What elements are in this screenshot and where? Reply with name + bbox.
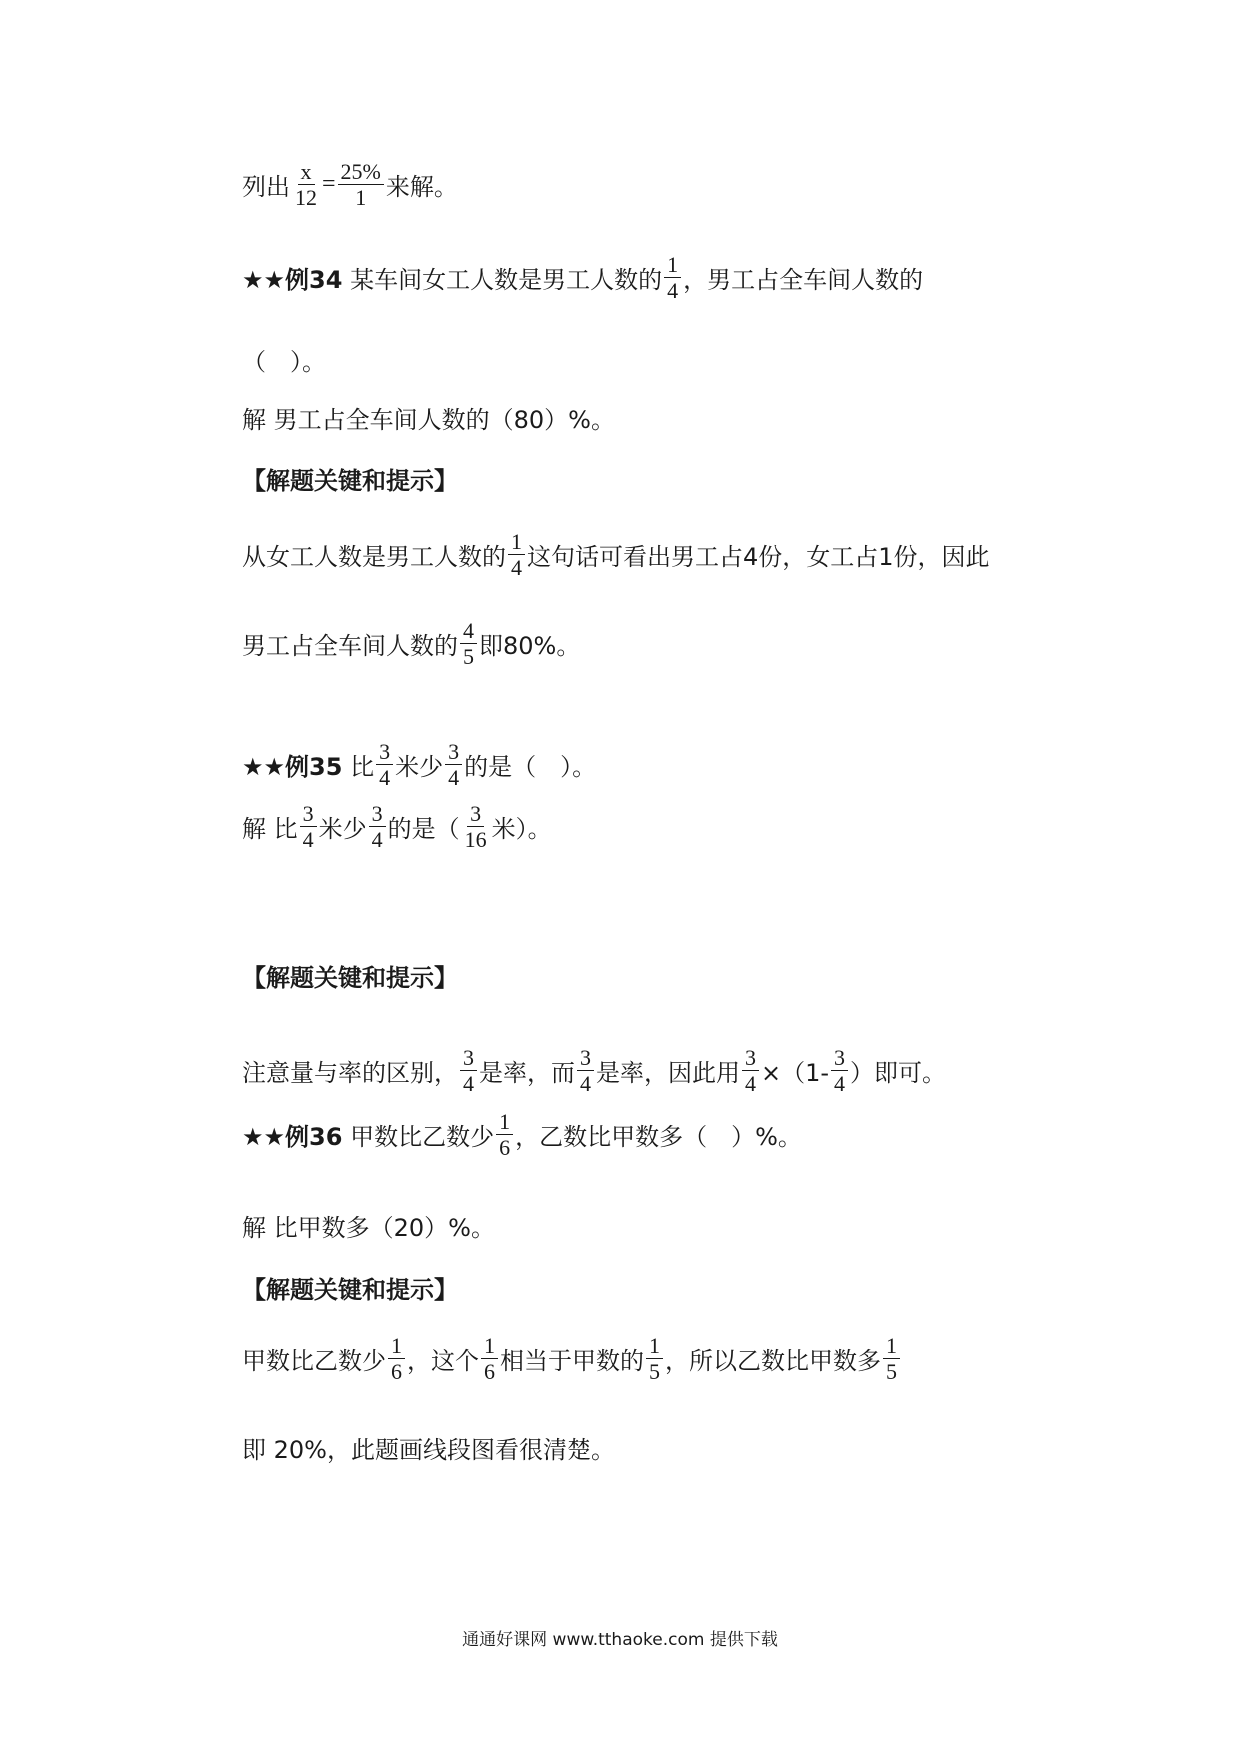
example-34-hint-line1	[242, 530, 990, 579]
denominator: 4	[511, 555, 522, 581]
fraction	[460, 619, 477, 668]
text: （ ）。	[242, 348, 326, 376]
text: 米少	[318, 815, 367, 844]
denominator: 4	[448, 765, 460, 791]
denominator: 6	[499, 1135, 511, 1161]
text: 甲数比乙数少	[350, 1123, 495, 1152]
denominator: 6	[391, 1359, 402, 1385]
text: 是率，而	[479, 1059, 575, 1088]
text: ，男工占全车间人数的	[683, 266, 924, 295]
numerator: 3	[577, 1046, 594, 1071]
text: 的是（	[387, 815, 460, 844]
numerator: 3	[467, 802, 484, 827]
equals-sign: =	[322, 171, 336, 198]
denominator: 5	[649, 1359, 660, 1385]
fraction	[292, 160, 320, 209]
example-title: ★★例35	[242, 753, 343, 782]
example-34-hint-line2	[242, 619, 580, 668]
text: 即 20%，此题画线段图看很清楚。	[242, 1436, 615, 1464]
text: 【解题关键和提示】	[242, 1276, 458, 1304]
numerator: 1	[496, 1110, 513, 1135]
numerator: 1	[388, 1334, 405, 1359]
equation-line	[242, 160, 458, 209]
text: 【解题关键和提示】	[242, 467, 458, 495]
example-34-question	[242, 253, 923, 302]
numerator: 3	[369, 802, 386, 827]
text: ×（1-	[761, 1059, 830, 1088]
denominator: 6	[484, 1359, 495, 1385]
text: 解 比	[242, 815, 298, 844]
fraction	[646, 1334, 663, 1383]
text: 解 男工占全车间人数的（80）%。	[242, 406, 615, 434]
denominator: 4	[302, 827, 314, 853]
numerator: 3	[460, 1046, 477, 1071]
fraction	[496, 1110, 513, 1159]
text: 来解。	[385, 173, 458, 202]
numerator: 3	[376, 740, 393, 765]
text: ）即可。	[850, 1059, 947, 1088]
text: 从女工人数是男工人数的	[242, 543, 506, 572]
denominator: 5	[463, 644, 474, 670]
denominator: 5	[886, 1359, 897, 1385]
text: 相当于甲数的	[500, 1347, 644, 1376]
example-36-hint-line2	[242, 1430, 615, 1465]
example-35-hint	[242, 1046, 946, 1095]
fraction	[300, 802, 317, 851]
text: 解 比甲数多（20）%。	[242, 1214, 495, 1242]
denominator: 16	[464, 827, 487, 853]
numerator: x	[298, 160, 315, 185]
example-title: ★★例36	[242, 1123, 343, 1152]
example-36-hint-line1	[242, 1334, 902, 1383]
numerator: 4	[460, 619, 477, 644]
example-34-answer	[242, 400, 615, 435]
hint-heading	[242, 1270, 458, 1305]
fraction	[445, 740, 462, 789]
denominator: 4	[371, 827, 383, 853]
numerator: 1	[646, 1334, 663, 1359]
denominator: 4	[580, 1071, 591, 1097]
page-footer: 通通好课网 www.tthaoke.com 提供下载	[462, 1630, 778, 1650]
fraction	[388, 1334, 405, 1383]
numerator: 1	[481, 1334, 498, 1359]
denominator: 12	[295, 185, 317, 211]
text: 这句话可看出男工占4份，女工占1份，因此	[527, 543, 990, 572]
hint-heading	[242, 461, 458, 496]
example-36-answer	[242, 1208, 495, 1243]
fraction	[883, 1334, 900, 1383]
fraction	[462, 802, 490, 851]
text: 即80%。	[479, 632, 581, 661]
numerator: 3	[300, 802, 317, 827]
fraction	[369, 802, 386, 851]
denominator: 4	[834, 1071, 846, 1097]
example-35-question	[242, 740, 596, 789]
denominator: 4	[463, 1071, 474, 1097]
denominator: 1	[355, 185, 367, 211]
text: ，这个	[407, 1347, 479, 1376]
text: 的是（ ）。	[464, 753, 597, 782]
text: 米）。	[491, 815, 552, 844]
text: ，所以乙数比甲数多	[665, 1347, 881, 1376]
denominator: 4	[745, 1071, 756, 1097]
text: 【解题关键和提示】	[242, 964, 458, 992]
numerator: 1	[883, 1334, 900, 1359]
fraction	[742, 1046, 759, 1095]
text: ，乙数比甲数多（ ）%。	[515, 1123, 802, 1152]
fraction	[508, 530, 525, 579]
text: 列出	[242, 173, 290, 202]
text: 比	[350, 753, 375, 782]
fraction	[481, 1334, 498, 1383]
text: 甲数比乙数少	[242, 1347, 386, 1376]
numerator: 3	[445, 740, 462, 765]
example-36-question	[242, 1110, 802, 1159]
fraction	[376, 740, 393, 789]
text: 某车间女工人数是男工人数的	[350, 266, 663, 295]
text: 男工占全车间人数的	[242, 632, 458, 661]
text: 米少	[395, 753, 444, 782]
numerator: 25%	[338, 160, 384, 185]
text: 注意量与率的区别，	[242, 1059, 458, 1088]
fraction	[338, 160, 384, 209]
denominator: 4	[667, 278, 679, 304]
example-35-answer	[242, 802, 552, 851]
fraction	[460, 1046, 477, 1095]
numerator: 1	[508, 530, 525, 555]
text: 是率，因此用	[596, 1059, 740, 1088]
numerator: 3	[831, 1046, 848, 1071]
example-34-blank	[242, 342, 326, 377]
fraction	[577, 1046, 594, 1095]
fraction	[664, 253, 681, 302]
numerator: 1	[664, 253, 681, 278]
numerator: 3	[742, 1046, 759, 1071]
hint-heading	[242, 958, 458, 993]
denominator: 4	[379, 765, 391, 791]
fraction	[831, 1046, 848, 1095]
example-title: ★★例34	[242, 266, 343, 295]
